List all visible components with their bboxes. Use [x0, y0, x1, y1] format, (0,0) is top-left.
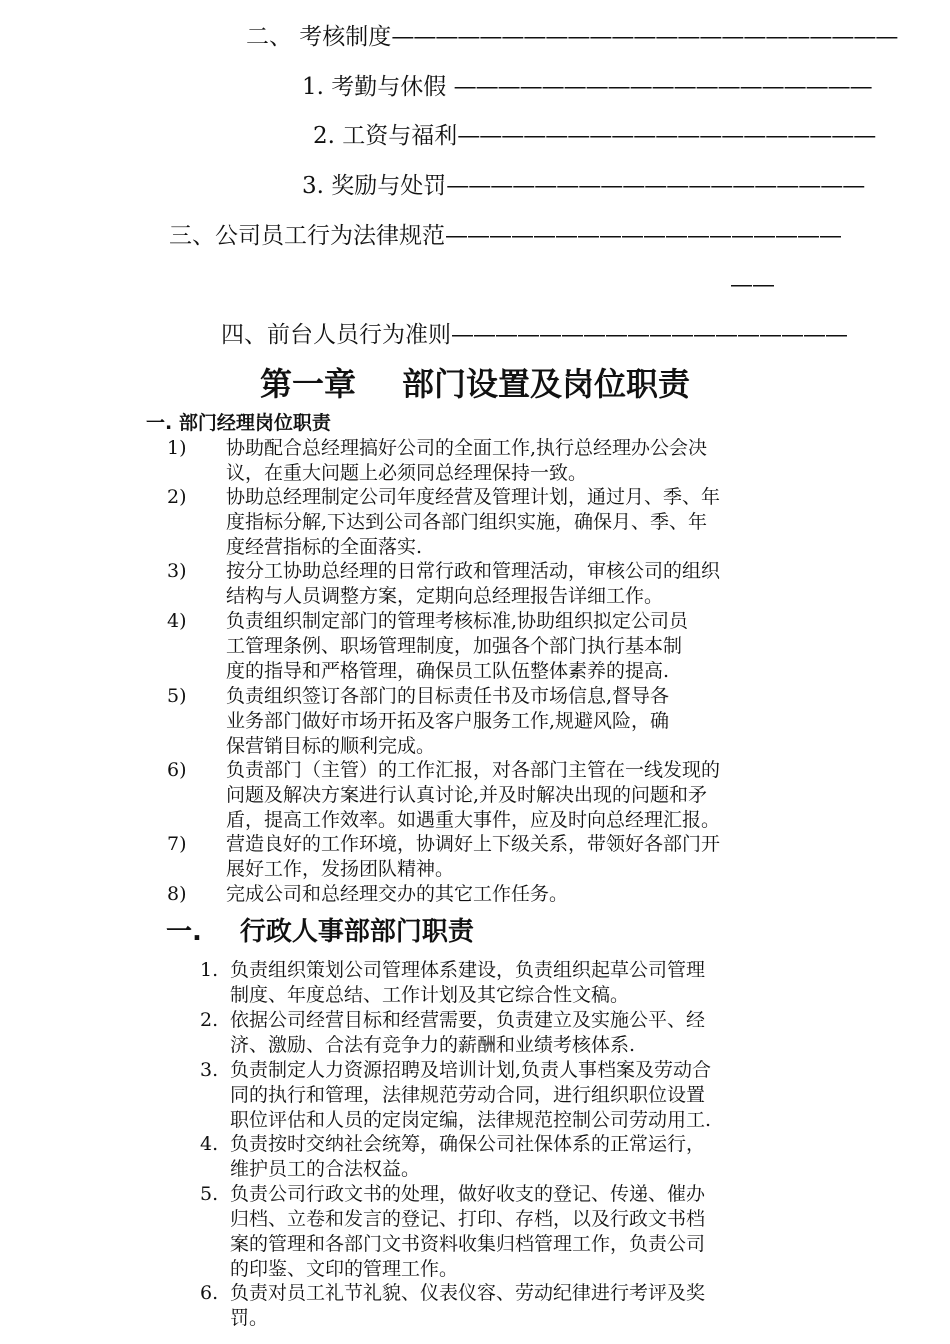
item-number: 6): [167, 759, 187, 781]
item-text-line: 营造良好的工作环境，协调好上下级关系，带领好各部门开: [226, 833, 721, 855]
item-text-line: 度经营指标的全面落实.: [226, 536, 423, 558]
item-text-line: 归档、立卷和发言的登记、打印、存档，以及行政文书档: [230, 1208, 706, 1230]
toc-dash-leader: ——————————————————: [451, 322, 847, 348]
item-text: [226, 609, 688, 684]
chapter-heading: [0, 362, 950, 406]
item-text-line: 业务部门做好市场开拓及客户服务工作,规避风险，确: [226, 710, 670, 732]
chapter-title: 部门设置及岗位职责: [402, 365, 691, 403]
toc-label: 二、 考核制度: [246, 24, 392, 50]
toc-dash-leader: ———————————————————: [457, 123, 876, 149]
toc-line-salary: [313, 121, 875, 151]
item-text: [226, 832, 720, 882]
item-text-line: 济、激励、合法有竞争力的薪酬和业绩考核体系.: [230, 1034, 636, 1056]
chapter-number: 第一章: [259, 365, 356, 403]
section-title: 行政人事部部门职责: [239, 917, 474, 947]
item-text-line: 罚。: [230, 1307, 269, 1329]
toc-line-continuation: [730, 270, 774, 300]
item-text-line: 度的指导和严格管理，确保员工队伍整体素养的提高.: [226, 660, 670, 682]
item-text-line: 维护员工的合法权益。: [230, 1158, 421, 1180]
item-text-line: 依据公司经营目标和经营需要，负责建立及实施公平、经: [230, 1009, 706, 1031]
item-text-line: 负责对员工礼节礼貌、仪表仪容、劳动纪律进行考评及奖: [230, 1282, 706, 1304]
section-heading-manager-duties: 一. 部门经理岗位职责: [146, 412, 331, 434]
toc-dash-leader: ———————————————————: [453, 74, 872, 100]
item-number: 5.: [200, 1183, 219, 1205]
section-heading-admin-hr: [166, 914, 474, 950]
item-text-line: 负责部门（主管）的工作汇报，对各部门主管在一线发现的: [226, 759, 721, 781]
toc-label: 2. 工资与福利: [313, 123, 458, 149]
item-text-line: 完成公司和总经理交办的其它工作任务。: [226, 883, 569, 905]
item-text: [226, 559, 720, 609]
item-text-line: 保营销目标的顺利完成。: [226, 735, 436, 757]
item-text-line: 负责按时交纳社会统筹，确保公司社保体系的正常运行，: [230, 1133, 706, 1155]
item-text-line: 协助总经理制定公司年度经营及管理计划，通过月、季、年: [226, 486, 721, 508]
item-number: 3): [167, 560, 187, 582]
item-text: [230, 1281, 705, 1331]
item-number: 3.: [200, 1059, 219, 1081]
item-text-line: 协助配合总经理搞好公司的全面工作,执行总经理办公会决: [226, 437, 708, 459]
item-text-line: 度指标分解,下达到公司各部门组织实施，确保月、季、年: [226, 511, 708, 533]
toc-label: 三、公司员工行为法律规范: [169, 223, 445, 249]
item-number: 8): [167, 883, 187, 905]
item-text-line: 案的管理和各部门文书资料收集归档管理工作，负责公司: [230, 1233, 706, 1255]
item-text-line: 结构与人员调整方案，定期向总经理报告详细工作。: [226, 585, 664, 607]
toc-line-conduct: [169, 221, 841, 251]
item-number: 5): [167, 685, 187, 707]
item-text-line: 工管理条例、职场管理制度，加强各个部门执行基本制: [226, 635, 683, 657]
toc-label: 3. 奖励与处罚: [302, 173, 447, 199]
toc-dash-leader: ———————————————————: [446, 173, 865, 199]
item-text: [230, 1132, 705, 1182]
item-text: [226, 684, 669, 759]
item-text-line: 按分工协助总经理的日常行政和管理活动，审核公司的组织: [226, 560, 721, 582]
item-text-line: 职位评估和人员的定岗定编，法律规范控制公司劳动用工.: [230, 1109, 712, 1131]
item-text-line: 制度、年度总结、工作计划及其它综合性文稿。: [230, 984, 630, 1006]
toc-line-rewards: [302, 171, 864, 201]
item-text-line: 负责公司行政文书的处理，做好收支的登记、传递、催办: [230, 1183, 706, 1205]
item-text-line: 的印鉴、文印的管理工作。: [230, 1258, 459, 1280]
item-text: [226, 758, 720, 833]
item-text: [230, 1182, 705, 1282]
item-text-line: 负责组织签订各部门的目标责任书及市场信息,督导各: [226, 685, 670, 707]
item-text-line: 同的执行和管理，法律规范劳动合同，进行组织职位设置: [230, 1084, 706, 1106]
toc-dash-leader: ———————————————————————: [391, 24, 898, 50]
item-text: [230, 958, 705, 1008]
item-text-line: 问题及解决方案进行认真讨论,并及时解决出现的问题和矛: [226, 784, 708, 806]
item-number: 1.: [200, 959, 219, 981]
item-text-line: 盾，提高工作效率。如遇重大事件，应及时向总经理汇报。: [226, 809, 721, 831]
toc-dash-leader: ——————————————————: [445, 223, 841, 249]
item-number: 2): [167, 486, 187, 508]
toc-line-assessment: [246, 22, 897, 52]
item-number: 6.: [200, 1282, 219, 1304]
item-text: [230, 1058, 711, 1133]
item-text-line: 负责制定人力资源招聘及培训计划,负责人事档案及劳动合: [230, 1059, 712, 1081]
toc-label: 1. 考勤与休假: [302, 74, 454, 100]
item-text: [226, 436, 707, 486]
item-text: [226, 485, 720, 560]
item-text-line: 负责组织策划公司管理体系建设，负责组织起草公司管理: [230, 959, 706, 981]
item-text: [230, 1008, 705, 1058]
item-number: 4.: [200, 1133, 219, 1155]
item-text: [226, 882, 568, 907]
item-number: 4): [167, 610, 187, 632]
item-text-line: 展好工作，发扬团队精神。: [226, 858, 455, 880]
item-number: 2.: [200, 1009, 219, 1031]
section-number: 一.: [166, 917, 202, 947]
item-text-line: 负责组织制定部门的管理考核标准,协助组织拟定公司员: [226, 610, 689, 632]
toc-line-reception: [221, 320, 847, 350]
item-number: 1): [167, 437, 187, 459]
item-number: 7): [167, 833, 187, 855]
toc-label: 四、前台人员行为准则: [221, 322, 451, 348]
toc-dash-leader: ——: [730, 272, 774, 298]
item-text-line: 议，在重大问题上必须同总经理保持一致。: [226, 462, 588, 484]
toc-line-attendance: [302, 72, 872, 102]
